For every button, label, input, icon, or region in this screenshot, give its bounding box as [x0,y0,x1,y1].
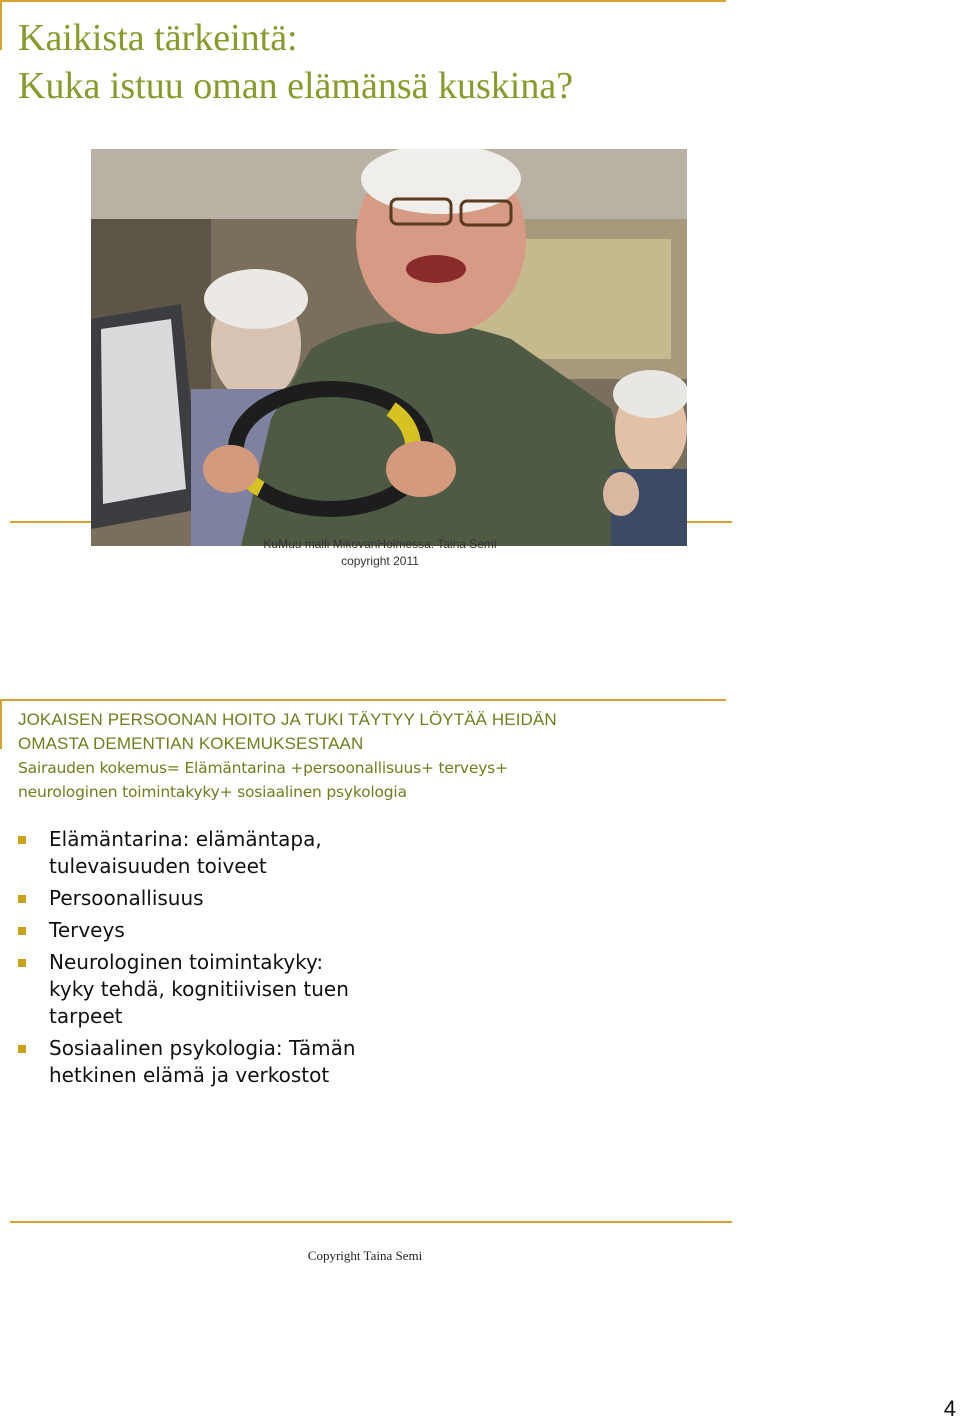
list-item [18,917,418,944]
list-item-line: kyky tehdä, kognitiivisen tuen [49,977,349,1001]
slide1-top-rule [0,0,726,2]
photo-caption-line2: copyright 2011 [341,554,419,568]
slide1-left-rule [0,0,2,50]
slide2-heading [18,708,718,804]
list-item-line: Neurologinen toimintakyky: [49,950,324,974]
bullet-square-icon [18,927,26,935]
slide1-title-line1: Kaikista tärkeintä: [18,17,298,59]
bullet-square-icon [18,959,26,967]
bullet-square-icon [18,1045,26,1053]
list-item [18,1035,418,1089]
list-item-line: Persoonallisuus [49,886,204,910]
photo-caption [230,536,530,570]
photo-elderly-man-driving-simulator [91,149,687,546]
bullet-list [18,826,418,1094]
list-item-line: Sosiaalinen psykologia: Tämän [49,1036,356,1060]
list-item [18,885,418,912]
list-item-line: Elämäntarina: elämäntapa, [49,827,322,851]
slide1-title-line2: Kuka istuu oman elämänsä kuskina? [18,65,574,107]
slide2-heading-line1: JOKAISEN PERSOONAN HOITO JA TUKI TÄYTYY LÖYTÄÄ HEIDÄN [18,710,557,729]
bullet-square-icon [18,836,26,844]
list-item-line: hetkinen elämä ja verkostot [49,1063,330,1087]
list-item-line: Terveys [49,918,125,942]
slide2-subheading-line1: Sairauden kokemus= Elämäntarina +persoonallisuus+ terveys+ [18,759,508,777]
photo-caption-line1: KuMuu malli MikovanHolmessa. Taina Semi [263,537,497,551]
list-item-line: tulevaisuuden toiveet [49,854,267,878]
slide2-bottom-rule [10,1221,732,1223]
list-item-line: tarpeet [49,1004,123,1028]
list-item [18,949,418,1030]
list-item [18,826,418,880]
slide2-heading-line2: OMASTA DEMENTIAN KOKEMUKSESTAAN [18,734,364,753]
slide2-top-rule [0,699,726,701]
slide2-subheading-line2: neurologinen toimintakyky+ sosiaalinen psykologia [18,783,407,801]
slide2-left-rule [0,699,2,749]
footer-copyright: Copyright Taina Semi [307,1248,423,1263]
page-number: 4 [943,1396,956,1421]
bullet-square-icon [18,895,26,903]
slide1-title [18,14,718,110]
